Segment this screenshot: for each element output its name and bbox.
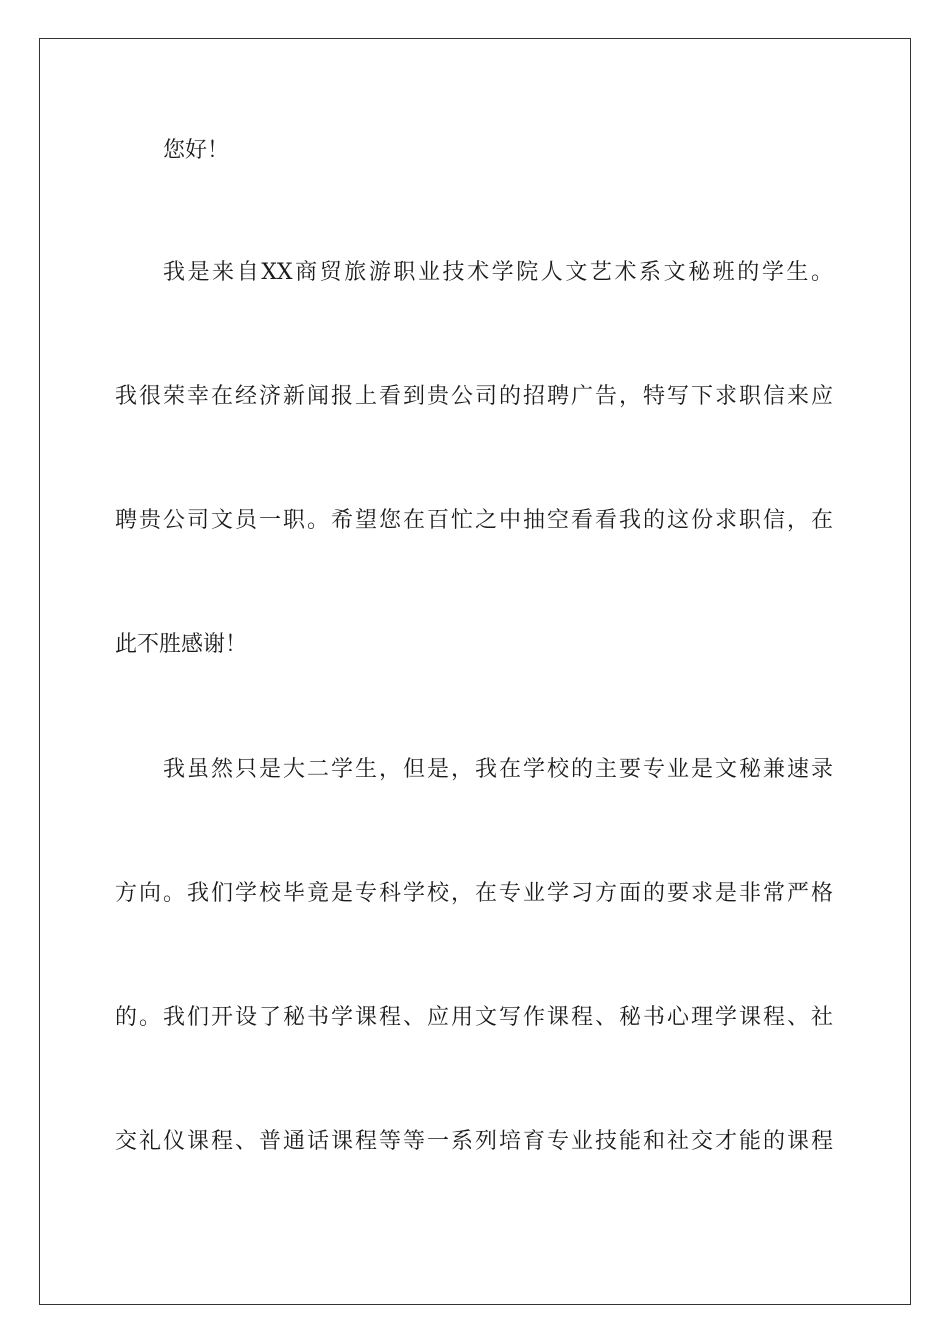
paragraph-2-line-1: 我虽然只是大二学生，但是，我在学校的主要专业是文秘兼速录 — [163, 757, 833, 782]
paragraph-1-line-1: 我是来自XX商贸旅游职业技术学院人文艺术系文秘班的学生。 — [163, 260, 833, 285]
paragraph-2-line-3: 的。我们开设了秘书学课程、应用文写作课程、秘书心理学课程、社 — [115, 1005, 833, 1030]
paragraph-1-line-2: 我很荣幸在经济新闻报上看到贵公司的招聘广告，特写下求职信来应 — [115, 384, 833, 409]
paragraph-2-line-4: 交礼仪课程、普通话课程等等一系列培育专业技能和社交才能的课程 — [115, 1129, 833, 1154]
greeting: 您好！ — [163, 138, 230, 163]
paragraph-1-line-3: 聘贵公司文员一职。希望您在百忙之中抽空看看我的这份求职信，在 — [115, 508, 833, 533]
paragraph-1-line-4: 此不胜感谢！ — [115, 632, 248, 657]
page-border — [39, 38, 911, 1305]
paragraph-2-line-2: 方向。我们学校毕竟是专科学校，在专业学习方面的要求是非常严格 — [115, 881, 833, 906]
